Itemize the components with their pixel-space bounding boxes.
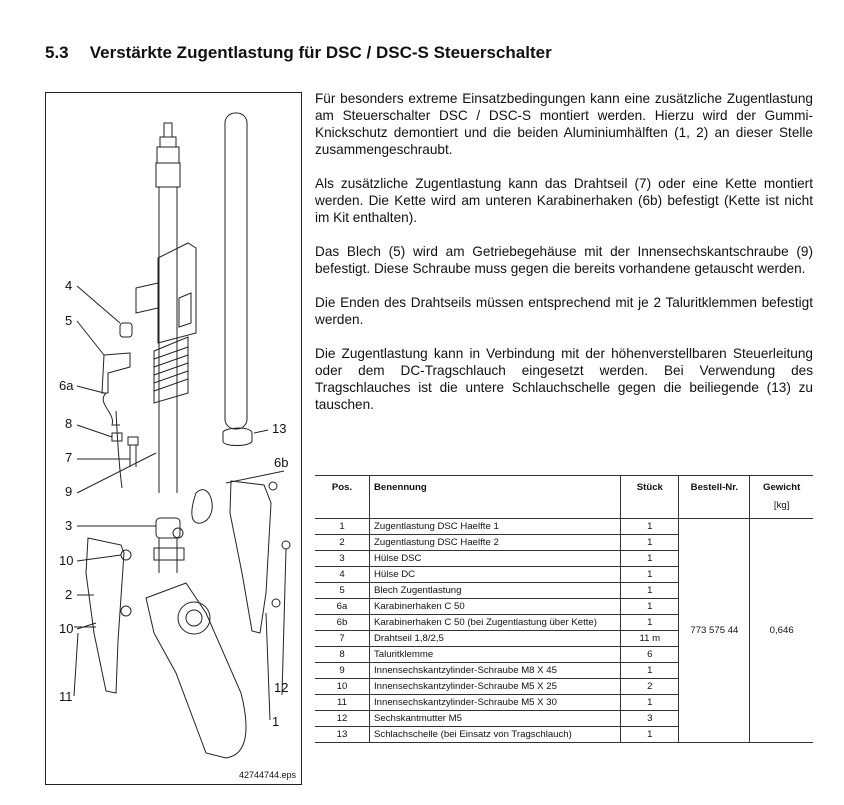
body-text	[315, 90, 813, 430]
row-qty: 11 m	[621, 631, 679, 647]
row-name: Innensechskantzylinder-Schraube M5 X 25	[370, 679, 621, 695]
row-name: Blech Zugentlastung	[370, 583, 621, 599]
row-name: Innensechskantzylinder-Schraube M8 X 45	[370, 663, 621, 679]
row-pos: 6b	[315, 615, 370, 631]
header-order: Bestell-Nr.	[679, 476, 750, 501]
header-pos: Pos.	[315, 476, 370, 501]
figure-label: 1	[272, 714, 280, 729]
row-qty: 6	[621, 647, 679, 663]
figure-label: 5	[65, 313, 73, 328]
weight-value: 0,646	[750, 519, 813, 743]
row-name: Sechskantmutter M5	[370, 711, 621, 727]
row-pos: 12	[315, 711, 370, 727]
row-pos: 7	[315, 631, 370, 647]
paragraph: Als zusätzliche Zugentlastung kann das Drahtseil (7) oder eine Kette montiert werden. Die Kette wird am unteren Karabinerhaken (6b) befestigt (Kette ist nicht im Kit enthalten).	[315, 176, 813, 225]
row-pos: 5	[315, 583, 370, 599]
row-name: Karabinerhaken C 50	[370, 599, 621, 615]
header-weight-unit: [kg]	[750, 500, 813, 519]
figure-label: 10	[59, 621, 74, 636]
row-qty: 1	[621, 727, 679, 743]
figure-label: 10	[59, 553, 74, 568]
order-number: 773 575 44	[679, 519, 750, 743]
row-qty: 1	[621, 695, 679, 711]
figure-label: 3	[65, 518, 73, 533]
paragraph: Für besonders extreme Einsatzbedingungen kann eine zusätzliche Zugentlastung am Steuerschalter DSC / DSC-S montiert werden. Hierzu wird der Gummi-Knickschutz demontiert und die beiden Aluminiumhälften (1, 2) an dieser Stelle zusammengeschraubt.	[315, 91, 813, 157]
row-pos: 1	[315, 519, 370, 535]
row-pos: 6a	[315, 599, 370, 615]
figure-label: 13	[272, 421, 287, 436]
figure-label: 4	[65, 278, 73, 293]
row-name: Karabinerhaken C 50 (bei Zugentlastung über Kette)	[370, 615, 621, 631]
row-pos: 9	[315, 663, 370, 679]
row-pos: 8	[315, 647, 370, 663]
parts-table	[315, 475, 813, 743]
section-heading	[45, 43, 552, 63]
header-qty: Stück	[621, 476, 679, 501]
row-pos: 11	[315, 695, 370, 711]
exploded-view-figure	[45, 92, 302, 785]
row-name: Hülse DSC	[370, 551, 621, 567]
row-name: Drahtseil 1,8/2,5	[370, 631, 621, 647]
table-row	[315, 519, 813, 535]
row-name: Hülse DC	[370, 567, 621, 583]
figure-label: 8	[65, 416, 73, 431]
row-qty: 2	[621, 679, 679, 695]
row-qty: 1	[621, 535, 679, 551]
paragraph: Die Zugentlastung kann in Verbindung mit der höhenverstellbaren Steuerleitung oder dem DC-Tragschlauch eingesetzt werden. Bei Verwendung des Tragschlauches ist die untere Schlauchschelle gegen die beiliegende (13) zu tauschen.	[315, 346, 813, 412]
figure-label: 12	[274, 680, 289, 695]
header-weight: Gewicht	[750, 476, 813, 501]
row-qty: 1	[621, 583, 679, 599]
figure-label: 11	[59, 689, 73, 704]
row-qty: 1	[621, 567, 679, 583]
row-pos: 4	[315, 567, 370, 583]
row-pos: 13	[315, 727, 370, 743]
row-qty: 1	[621, 599, 679, 615]
row-qty: 1	[621, 663, 679, 679]
row-name: Schlachschelle (bei Einsatz von Tragschlauch)	[370, 727, 621, 743]
figure-label: 9	[65, 484, 73, 499]
figure-label: 7	[65, 450, 73, 465]
paragraph: Das Blech (5) wird am Getriebegehäuse mit der Innensechskantschraube (9) befestigt. Diese Schraube muss gegen die bereits vorhandene getauscht werden.	[315, 244, 813, 276]
row-pos: 10	[315, 679, 370, 695]
exploded-view-drawing	[46, 93, 303, 786]
paragraph: Die Enden des Drahtseils müssen entsprechend mit je 2 Taluritklemmen befestigt werden.	[315, 295, 813, 327]
row-name: Taluritklemme	[370, 647, 621, 663]
figure-label: 6b	[274, 455, 289, 470]
section-title: Verstärkte Zugentlastung für DSC / DSC-S Steuerschalter	[89, 43, 552, 62]
section-number: 5.3	[45, 43, 69, 62]
row-name: Innensechskantzylinder-Schraube M5 X 30	[370, 695, 621, 711]
row-qty: 1	[621, 519, 679, 535]
figure-label: 2	[65, 587, 73, 602]
row-pos: 3	[315, 551, 370, 567]
row-name: Zugentlastung DSC Haelfte 2	[370, 535, 621, 551]
row-qty: 3	[621, 711, 679, 727]
row-pos: 2	[315, 535, 370, 551]
row-qty: 1	[621, 615, 679, 631]
row-name: Zugentlastung DSC Haelfte 1	[370, 519, 621, 535]
figure-caption: 42744744.eps	[238, 770, 296, 780]
header-name: Benennung	[370, 476, 621, 501]
figure-label: 6a	[59, 378, 74, 393]
row-qty: 1	[621, 551, 679, 567]
